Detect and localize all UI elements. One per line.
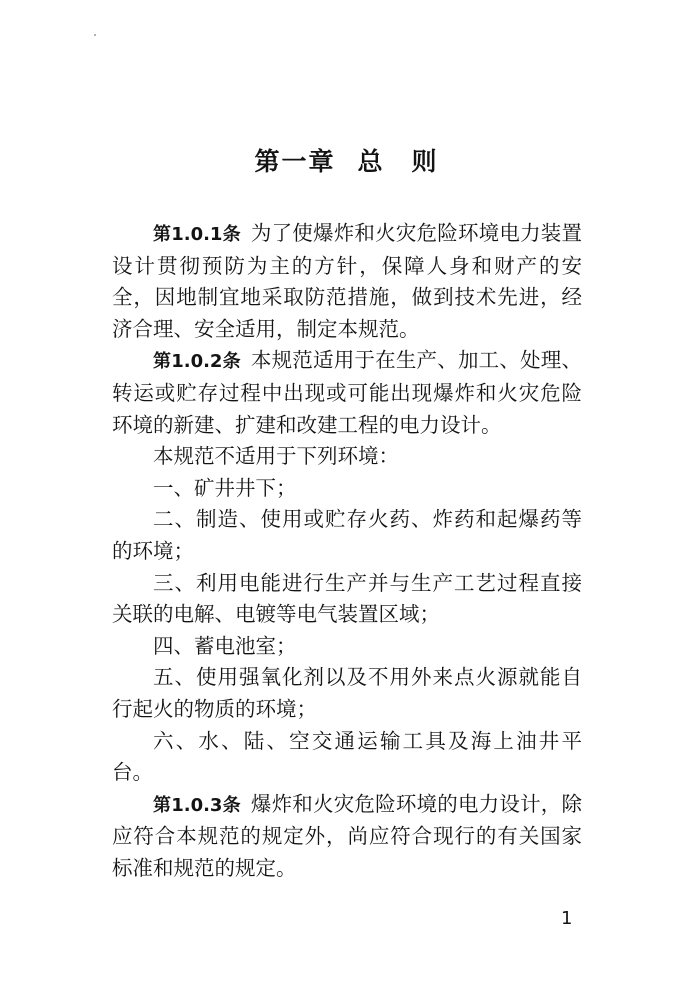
chapter-title [0,142,693,178]
exclusion-item: 一、矿井井下； [153,475,297,500]
page-number: 1 [561,908,573,929]
article-text: 本规范适用于在生产、加工、处理、转运或贮存过程中出现或可能出现爆炸和火灾危险环境的新建、扩建和改建工程的电力设计。 [112,348,582,437]
article-label: 第1.0.3条 [153,794,241,816]
article-label: 第1.0.2条 [153,351,241,373]
exclusion-item: 五、使用强氧化剂以及不用外来点火源就能自行起火的物质的环境； [112,665,582,721]
article-1-0-2 [112,345,582,441]
article-label: 第1.0.1条 [153,224,241,245]
exclusion-item: 二、制造、使用或贮存火药、炸药和起爆药等的环境； [112,507,582,563]
chapter-name: 总 则 [357,147,439,176]
chapter-number: 第一章 [254,147,336,176]
exclusion-item: 四、蓄电池室； [153,633,297,658]
exclusions-intro: 本规范不适用于下列环境： [153,444,399,469]
article-text: 为了使爆炸和火灾危险环境电力装置设计贯彻预防为主的方针，保障人身和财产的安全，因地制宜地采取防范措施，做到技术先进，经济合理、安全适用，制定本规范。 [112,221,582,341]
chapter-body [112,218,582,884]
article-text: 爆炸和火灾危险环境的电力设计，除应符合本规范的规定外，尚应符合现行的有关国家标准和规范的规定。 [112,791,582,880]
exclusion-item: 六、水、陆、空交通运输工具及海上油井平台。 [112,728,582,785]
exclusion-item: 三、利用电能进行生产并与生产工艺过程直接关联的电解、电镀等电气装置区域； [112,570,582,627]
article-1-0-1 [112,218,582,345]
scan-speck [94,34,96,36]
article-1-0-3 [112,789,582,885]
